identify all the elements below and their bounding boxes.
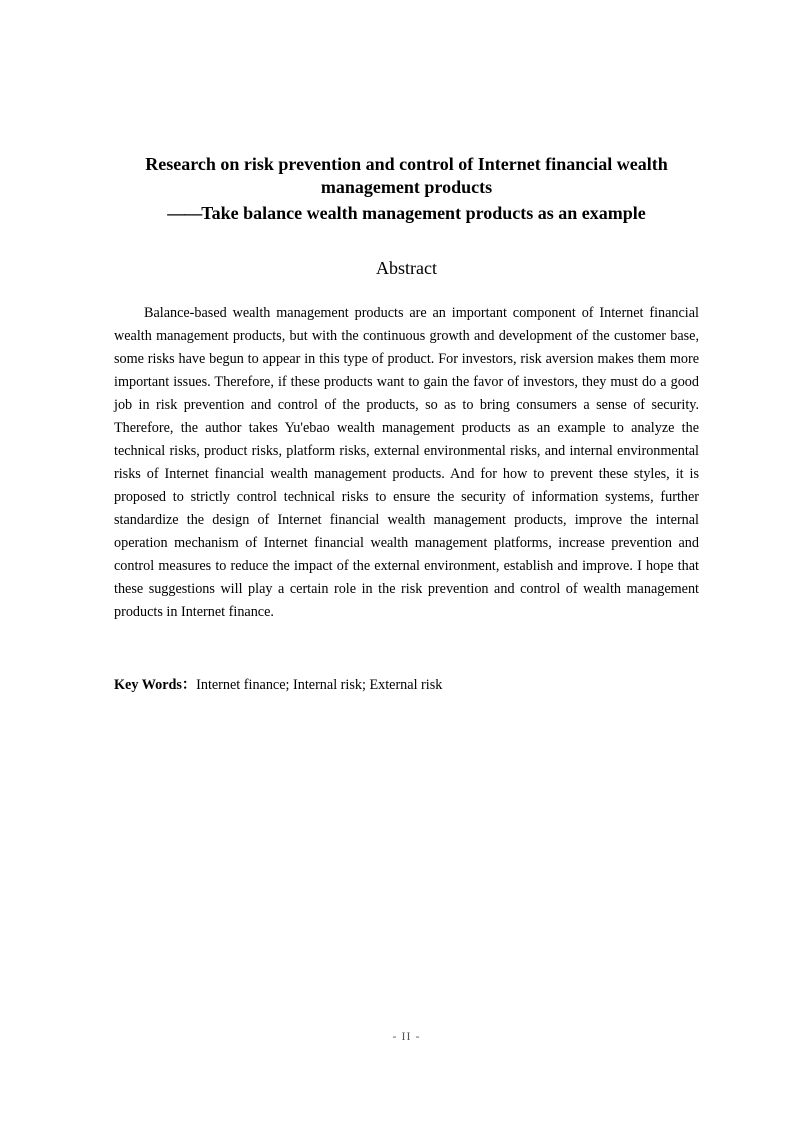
title-line-2: management products — [320, 177, 493, 197]
abstract-heading: Abstract — [376, 258, 437, 278]
paper-subtitle — [100, 202, 713, 225]
page-number: - II - — [392, 1029, 421, 1043]
abstract-body: Balance-based wealth management products are an important component of Internet financial wealth management products, but with the continuous growth and development of the customer base, some risks have begun to appear in this type of product. For investors, risk aversion makes them more important issues. Therefore, if these products want to gain the favor of investors, they must do a good job in risk prevention and control of the products, so as to bring consumers a sense of security. Therefore, the author takes Yu'ebao wealth management products as an example to analyze the technical risks, product risks, platform risks, external environmental risks, and internal environmental risks of Internet financial wealth management products. And for how to prevent these styles, it is proposed to strictly control technical risks to ensure the security of information systems, further standardize the design of Internet financial wealth management products, improve the internal operation mechanism of Internet financial wealth management platforms, increase prevention and control measures to reduce the impact of the external environment, establish and improve. I hope that these suggestions will play a certain role in the risk prevention and control of wealth management products in Internet finance. — [114, 305, 699, 620]
keywords-value: Internet finance; Internal risk; External risk — [196, 677, 443, 693]
title-line-1: Research on risk prevention and control of Internet financial wealth — [145, 154, 668, 174]
keywords-label: Key Words： — [114, 677, 197, 693]
paper-title — [100, 153, 713, 225]
subtitle-dash: —— — [167, 203, 202, 223]
subtitle-text: Take balance wealth management products as an example — [201, 203, 646, 223]
keywords — [114, 674, 442, 696]
